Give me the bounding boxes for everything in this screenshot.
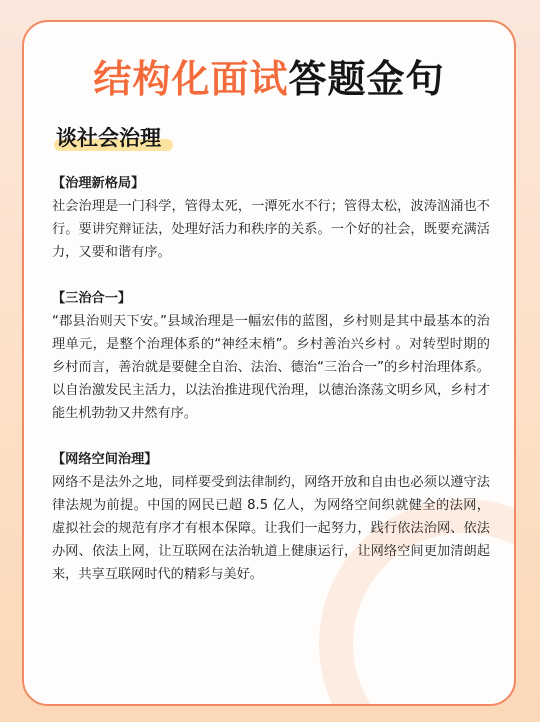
topic-block-cyberspace <box>52 448 490 586</box>
topic-block-three-governance <box>52 287 490 425</box>
topic-label: 【网络空间治理】 <box>52 452 158 467</box>
topic-text: 社会治理是一门科学，管得太死，一潭死水不行；管得太松，波涛汹涌也不行。要讲究辩证法，处理好活力和秩序的关系。一个好的社会，既要充满活力，又要和谐有序。 <box>52 199 490 260</box>
topic-text: 网络不是法外之地，同样要受到法律制约，网络开放和自由也必须以遵守法律法规为前提。中国的网民已超 8.5 亿人，为网络空间织就健全的法网，虚拟社会的规范有序才有根本保障。让我们一起努力，践行依法治网、依法办网、依法上网，让互联网在法治轨道上健康运行，让网络空间更加清朗起来，共享互联网时代的精彩与美好。 <box>52 475 490 582</box>
page-title <box>24 48 514 103</box>
topic-label: 【三治合一】 <box>52 291 132 306</box>
article-body <box>52 172 490 609</box>
section-heading <box>56 122 161 152</box>
topic-label: 【治理新格局】 <box>52 176 145 191</box>
content-card <box>22 20 516 706</box>
title-part-dark: 答题金句 <box>288 57 445 101</box>
title-part-orange: 结构化面试 <box>93 57 289 101</box>
topic-text: “郡县治则天下安。”县域治理是一幅宏伟的蓝图，乡村则是其中最基本的治理单元，是整个治理体系的“神经末梢”。乡村善治兴乡村 。对转型时期的乡村而言，善治就是要健全自治、法治、德治“三治合一”的乡村治理体系。 以自治激发民主活力，以法治推进现代治理，以德治涤荡文明乡风，乡村才能生机勃勃又井然有序。 <box>52 314 490 421</box>
topic-block-governance-pattern <box>52 172 490 264</box>
section-heading-text: 谈社会治理 <box>56 126 161 150</box>
